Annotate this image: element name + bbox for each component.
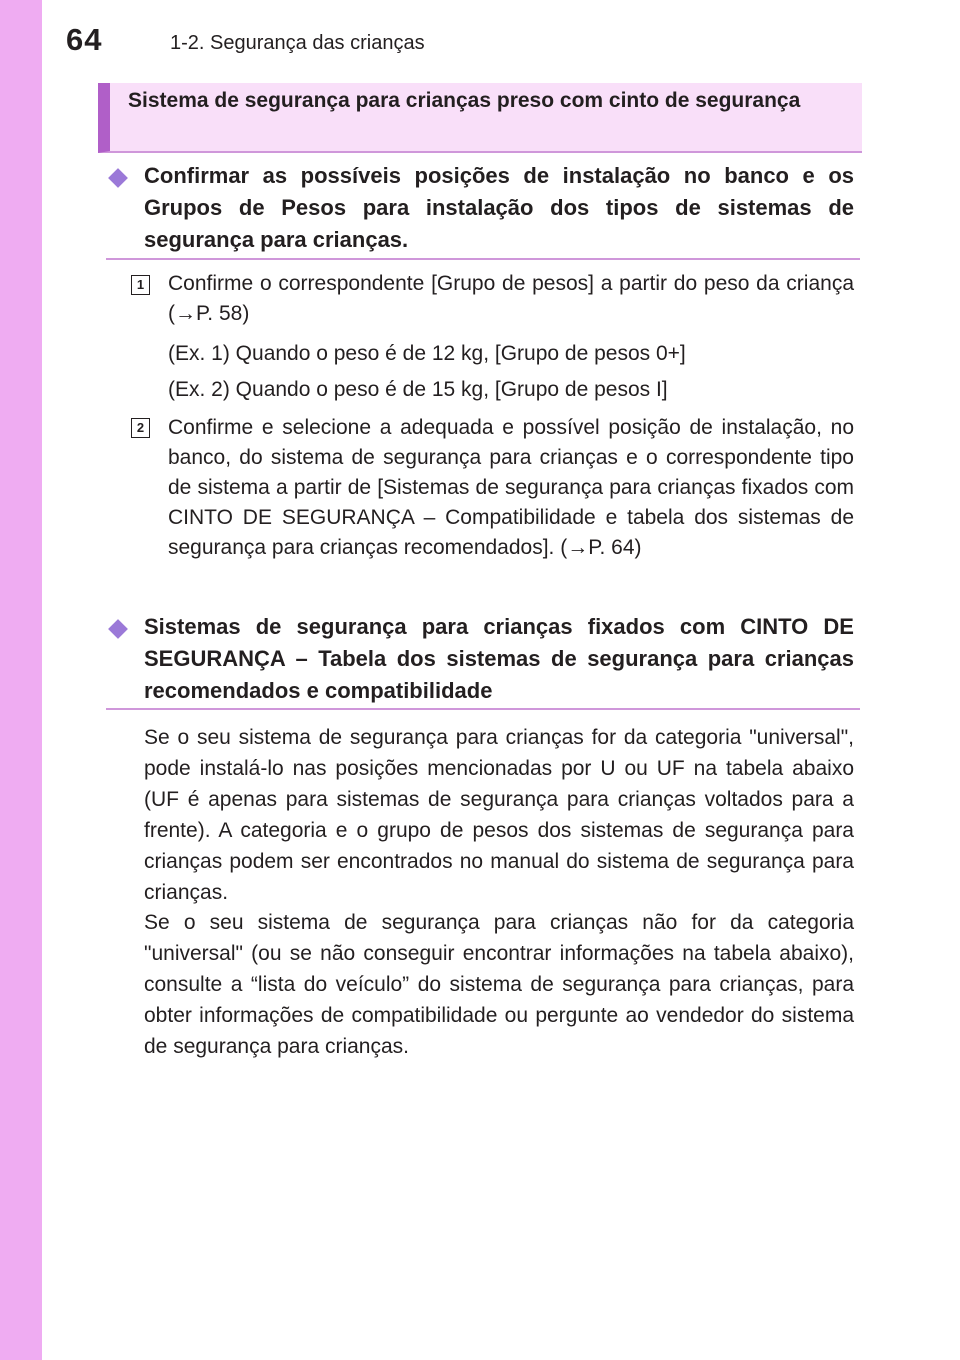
step1-example-1: (Ex. 1) Quando o peso é de 12 kg, [Grupo de pesos 0+] xyxy=(168,342,686,365)
page-number: 64 xyxy=(66,22,103,57)
step-number-1: 1 xyxy=(131,275,150,295)
step1-text: Confirme o correspondente [Grupo de pesos] a partir do peso da criança (→P. 58) xyxy=(168,272,854,325)
subhead-rule xyxy=(106,258,860,260)
section-header xyxy=(98,83,862,153)
subhead-text: Confirmar as possíveis posições de instalação no banco e os Grupos de Pesos para instalação dos tipos de sistemas de segurança para crianças. xyxy=(144,163,854,252)
step-number-2: 2 xyxy=(131,418,150,438)
subhead-text: Sistemas de segurança para crianças fixados com CINTO DE SEGURANÇA – Tabela dos sistemas de segurança para crianças recomendados e compatibilidade xyxy=(144,614,854,703)
diamond-icon xyxy=(108,619,128,639)
step1-example-2: (Ex. 2) Quando o peso é de 15 kg, [Grupo de pesos I] xyxy=(168,378,668,401)
running-head: 1-2. Segurança das crianças xyxy=(170,32,425,54)
step2-text: Confirme e selecione a adequada e possível posição de instalação, no banco, do sistema de segurança para crianças e o correspondente tipo de sistema a partir de [Sistemas de segurança para crianças fixados com CINTO DE SEGURANÇA – Compatibilidade e tabela dos sistemas de segurança para crianças recomendados]. (→P. 64) xyxy=(168,416,854,559)
body-paragraph-not-universal: Se o seu sistema de segurança para crianças não for da categoria "universal" (ou se não conseguir encontrar informações na tabela abaixo), consulte a “lista do veículo” do sistema de segurança para crianças, para obter informações de compatibilidade ou pergunte ao vendedor do sistema de segurança para crianças. xyxy=(144,911,854,1058)
subhead-rule xyxy=(106,708,860,710)
section-header-title: Sistema de segurança para crianças preso com cinto de segurança xyxy=(128,89,801,112)
left-color-band xyxy=(0,0,42,1360)
diamond-icon xyxy=(108,168,128,188)
body-paragraph-universal: Se o seu sistema de segurança para crianças for da categoria "universal", pode instalá-lo nas posições mencionadas por U ou UF na tabela abaixo (UF é apenas para sistemas de segurança para crianças voltados para a frente). A categoria e o grupo de pesos dos sistemas de segurança para crianças podem ser encontrados no manual do sistema de segurança para crianças. xyxy=(144,726,854,904)
